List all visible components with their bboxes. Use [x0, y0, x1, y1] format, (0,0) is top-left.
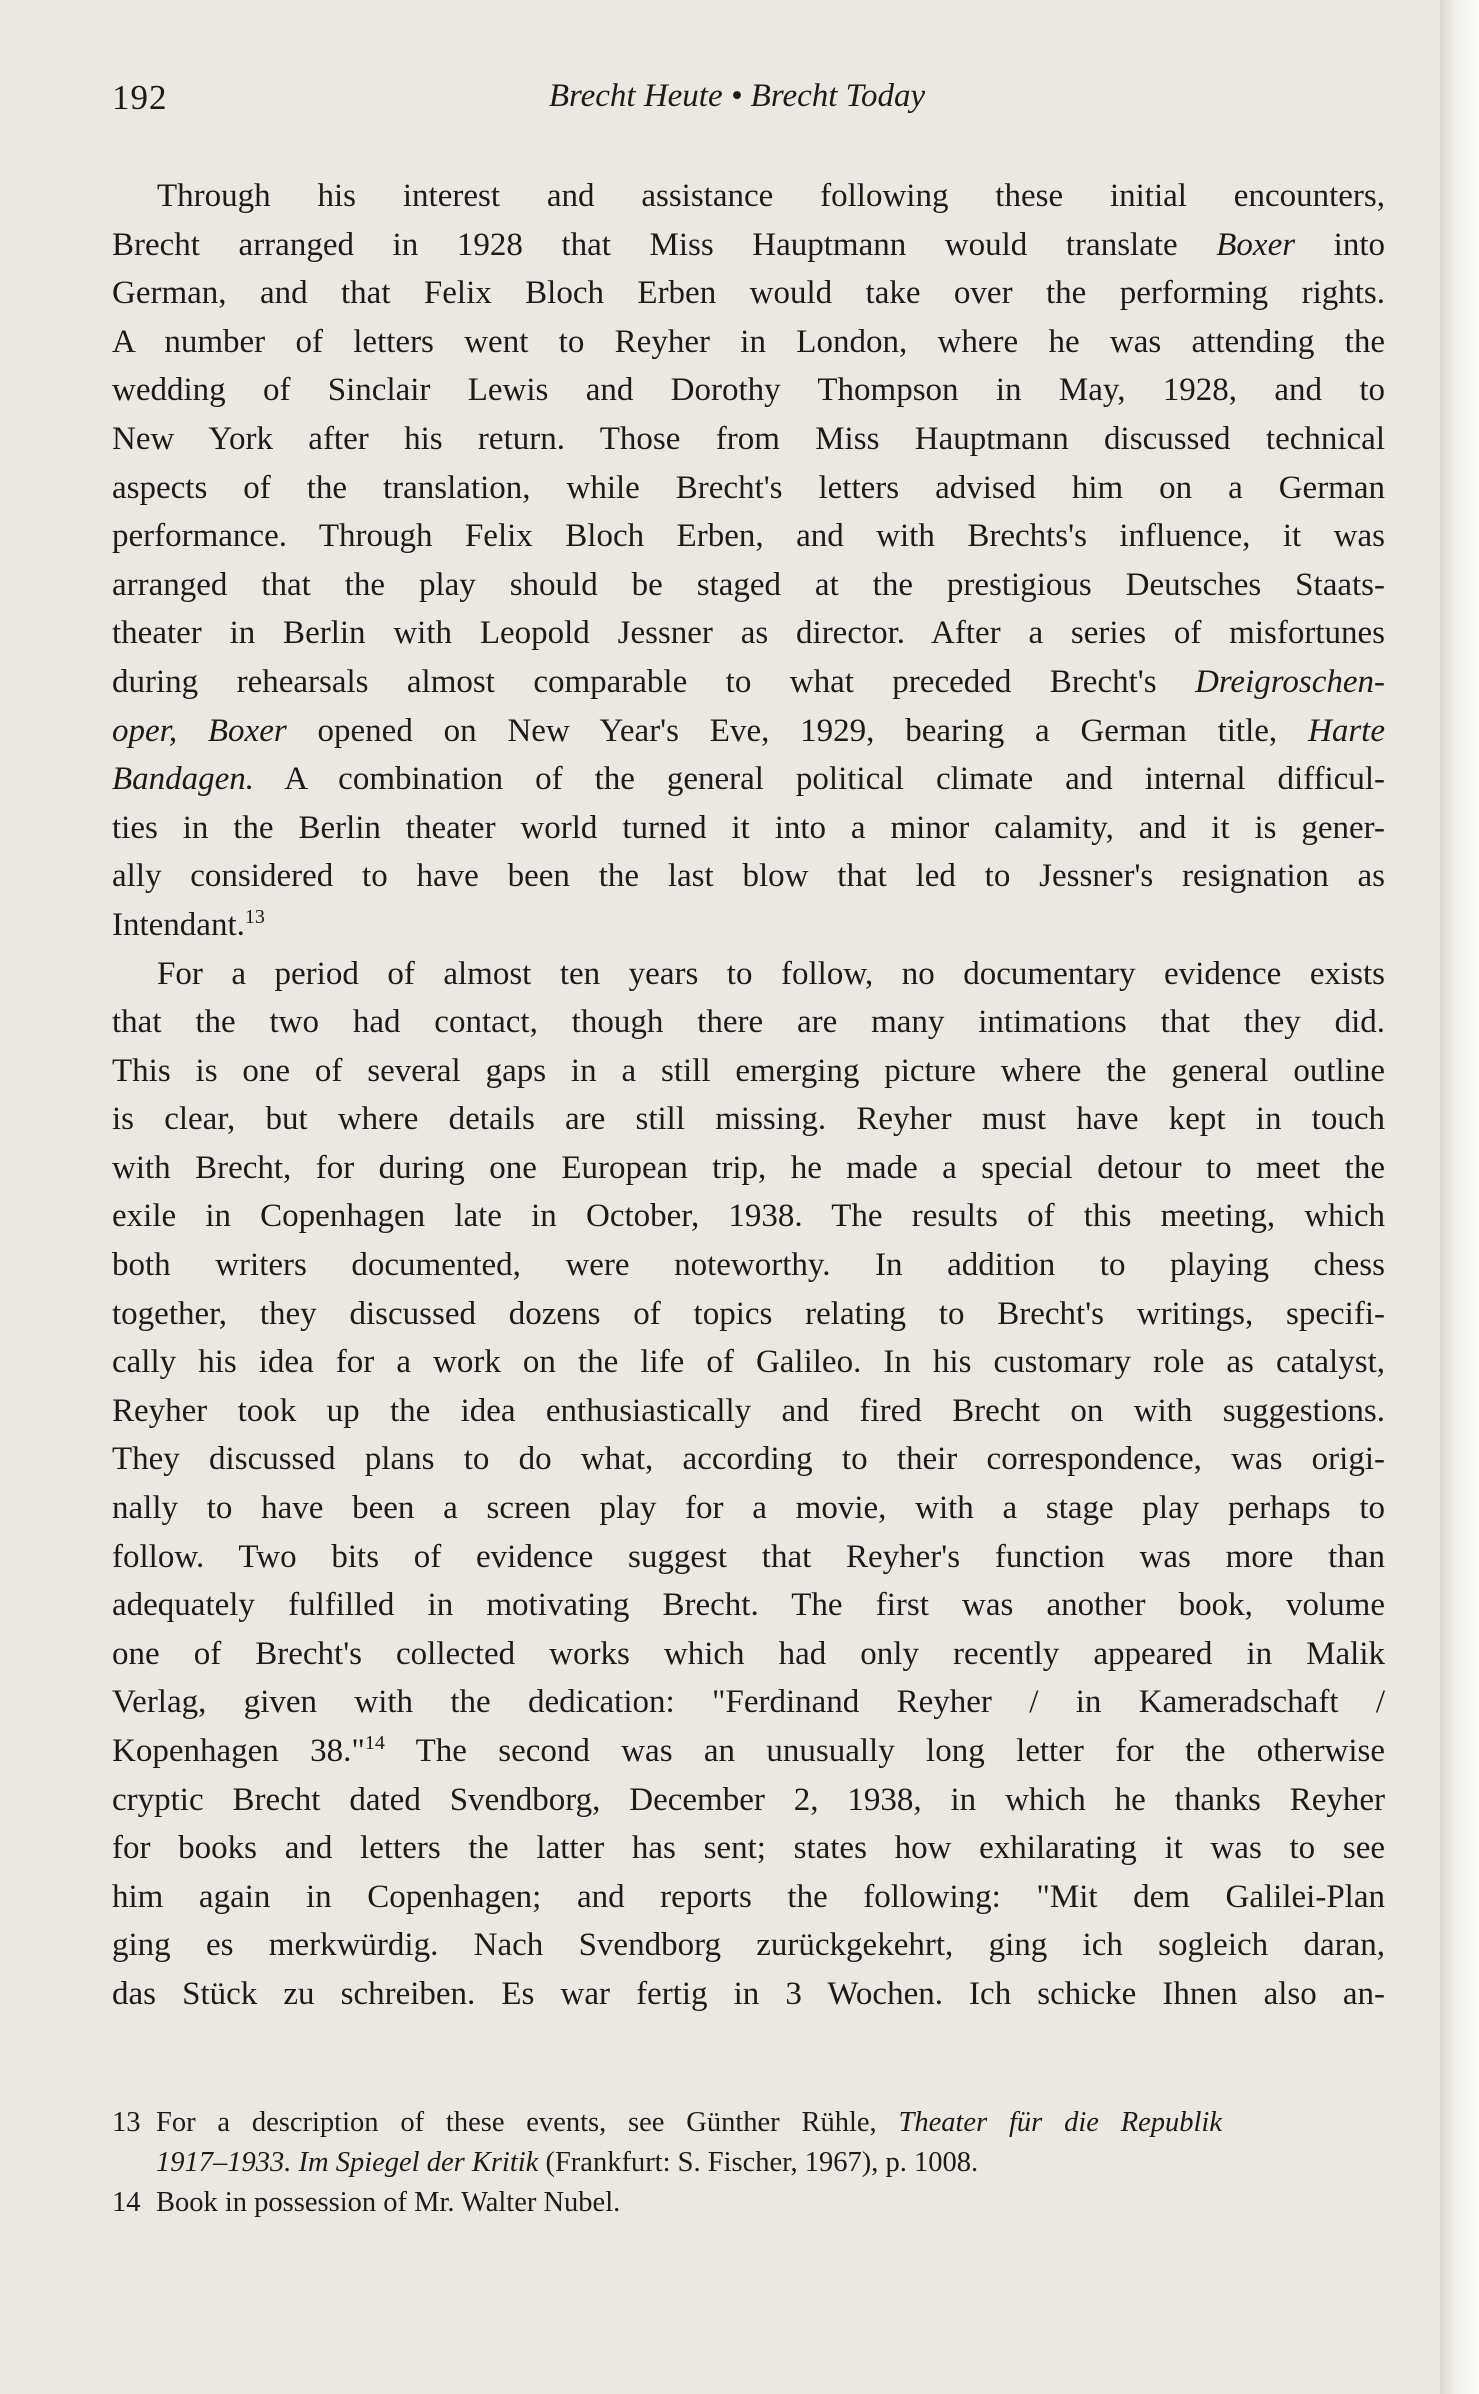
text-line: wedding of Sinclair Lewis and Dorothy Thompson in May, 1928, and to	[112, 372, 1385, 409]
footnote-ref: 13	[244, 905, 265, 928]
text-line: They discussed plans to do what, according to their correspondence, was origi-	[112, 1441, 1385, 1478]
text-line: adequately fulfilled in motivating Brecht. The first was another book, volume	[112, 1587, 1385, 1624]
text-line: Bandagen. A combination of the general political climate and internal difficul-	[112, 761, 1385, 798]
footnotes	[112, 2103, 1222, 2223]
text-line: arranged that the play should be staged at the prestigious Deutsches Staats-	[112, 566, 1385, 603]
text-line: that the two had contact, though there are many intimations that they did.	[112, 1004, 1385, 1041]
footnote-13-continued: 1917–1933. Im Spiegel der Kritik (Frankfurt: S. Fischer, 1967), p. 1008.	[156, 2147, 979, 2178]
running-head	[112, 78, 1362, 134]
text-line: New York after his return. Those from Miss Hauptmann discussed technical	[112, 420, 1385, 457]
text-line: performance. Through Felix Bloch Erben, and with Brechts's influence, it was	[112, 518, 1385, 555]
text-line: das Stück zu schreiben. Es war fertig in 3 Wochen. Ich schicke Ihnen also an-	[112, 1975, 1385, 2012]
footnote-number: 13	[112, 2107, 141, 2138]
running-head-title: Brecht Heute • Brecht Today	[548, 78, 926, 114]
italic-title: Bandagen.	[112, 761, 255, 798]
text-line: ally considered to have been the last blow that led to Jessner's resignation as	[112, 858, 1385, 895]
italic-title: Harte	[1307, 712, 1385, 749]
text-line: exile in Copenhagen late in October, 1938. The results of this meeting, which	[112, 1198, 1385, 1235]
text-line: Through his interest and assistance following these initial encounters,	[157, 178, 1385, 214]
text-line: during rehearsals almost comparable to what preceded Brecht's Dreigroschen-	[112, 663, 1385, 700]
footnote-14: 14 Book in possession of Mr. Walter Nubel.	[112, 2183, 1222, 2223]
text-line: Intendant.$^{13}$	[112, 905, 265, 943]
italic-title: oper, Boxer	[112, 712, 287, 749]
footnote-number: 14	[112, 2187, 141, 2218]
text-line: Kopenhagen 38."$^{14}$ The second was an unusually long letter for the otherwise	[112, 1732, 1385, 1769]
text-line: theater in Berlin with Leopold Jessner as director. After a series of misfortunes	[112, 615, 1385, 652]
text-line: aspects of the translation, while Brecht's letters advised him on a German	[112, 469, 1385, 506]
text-line: oper, Boxer opened on New Year's Eve, 1929, bearing a German title, Harte	[112, 712, 1385, 749]
text-line: follow. Two bits of evidence suggest that Reyher's function was more than	[112, 1538, 1385, 1575]
page-number: 192	[112, 78, 168, 117]
text-line: ging es merkwürdig. Nach Svendborg zurückgekehrt, ging ich sogleich daran,	[112, 1927, 1385, 1964]
page-edge	[1440, 0, 1479, 2394]
text-line: cryptic Brecht dated Svendborg, December 2, 1938, in which he thanks Reyher	[112, 1781, 1385, 1818]
text-line: A number of letters went to Reyher in London, where he was attending the	[112, 323, 1385, 360]
body-text	[112, 172, 1385, 2019]
text-line: is clear, but where details are still missing. Reyher must have kept in touch	[112, 1101, 1385, 1138]
text-line: Verlag, given with the dedication: "Ferdinand Reyher / in Kameradschaft /	[112, 1684, 1385, 1721]
text-line: For a period of almost ten years to follow, no documentary evidence exists	[157, 955, 1385, 992]
text-line: both writers documented, were noteworthy. In addition to playing chess	[112, 1247, 1385, 1284]
text-line: cally his idea for a work on the life of Galileo. In his customary role as catalyst,	[112, 1344, 1385, 1381]
footnote-ref: 14	[364, 1732, 385, 1754]
footnote-13: 13 For a description of these events, see Günther Rühle, Theater für die Republik	[112, 2103, 1222, 2143]
text-line: him again in Copenhagen; and reports the following: "Mit dem Galilei-Plan	[112, 1878, 1385, 1915]
text-line: with Brecht, for during one European trip, he made a special detour to meet the	[112, 1149, 1385, 1186]
italic-title: Dreigroschen-	[1194, 663, 1385, 700]
text-line: together, they discussed dozens of topics relating to Brecht's writings, specifi-	[112, 1295, 1385, 1332]
italic-title: Boxer	[1216, 226, 1296, 263]
text-line: German, and that Felix Bloch Erben would take over the performing rights.	[112, 275, 1385, 312]
text-line: one of Brecht's collected works which had only recently appeared in Malik	[112, 1635, 1385, 1672]
text-line: for books and letters the latter has sent; states how exhilarating it was to see	[112, 1830, 1385, 1867]
text-line: Brecht arranged in 1928 that Miss Hauptmann would translate Boxer into	[112, 226, 1385, 263]
text-line: This is one of several gaps in a still emerging picture where the general outline	[112, 1052, 1385, 1089]
text-line: nally to have been a screen play for a movie, with a stage play perhaps to	[112, 1490, 1385, 1527]
text-line: ties in the Berlin theater world turned it into a minor calamity, and it is gener-	[112, 809, 1385, 846]
text-line: Reyher took up the idea enthusiastically and fired Brecht on with suggestions.	[112, 1392, 1385, 1429]
